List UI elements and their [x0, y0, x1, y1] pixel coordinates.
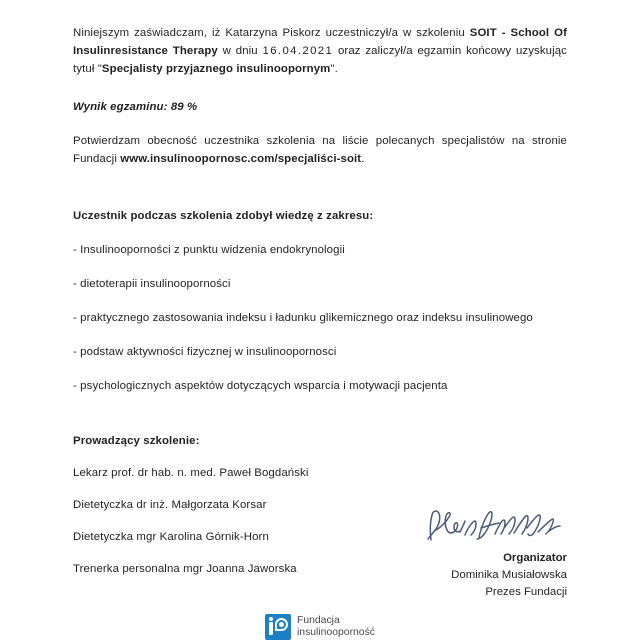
certificate-body — [73, 24, 567, 578]
organizer-position: Prezes Fundacji — [485, 586, 567, 598]
organizer-name: Dominika Musiałowska — [451, 569, 567, 581]
scope-heading: Uczestnik podczas szkolenia zdobył wiedzę z zakresu: — [73, 210, 374, 223]
list-item: Lekarz prof. dr hab. n. med. Paweł Bogdański — [73, 467, 309, 480]
logo-letter-i-dot — [269, 617, 273, 621]
trainers-heading: Prowadzący szkolenie: — [73, 435, 200, 448]
foundation-url: www.insulinoopornosc.com/specjaliści-soit — [120, 152, 362, 165]
list-item: Trenerka personalna mgr Joanna Jaworska — [73, 563, 297, 576]
intro-text-part1: Niniejszym zaświadczam, iż Katarzyna Piskorz uczestniczył/a w szkoleniu — [73, 27, 470, 39]
foundation-logo — [265, 614, 375, 640]
exam-result: Wynik egzaminu: 89 % — [73, 100, 198, 113]
list-item: - praktycznego zastosowania indeksu i ładunku glikemicznego oraz indeksu insulinowego — [73, 312, 533, 325]
confirmation-text-part2: . — [361, 152, 365, 165]
confirmation-text-part1: Potwierdzam obecność uczestnika szkolenia na liście polecanych specjalistów na stronie Fundacji — [73, 134, 567, 165]
list-item: - Insulinooporności z punktu widzenia endokrynologii — [73, 244, 345, 257]
list-item: Dietetyczka mgr Karolina Górnik-Horn — [73, 531, 269, 544]
training-date: 16.04.2021 — [262, 45, 334, 58]
logo-letter-i — [269, 622, 273, 635]
list-item: - dietoterapii insulinooporności — [73, 278, 231, 291]
intro-text-part3: oraz zaliczył/a egzamin końcowy uzyskując tytuł " — [73, 45, 567, 76]
list-item: - podstaw aktywności fizycznej w insulinoopornosci — [73, 346, 337, 359]
foundation-name-line2: insulinooporność — [297, 626, 375, 638]
confirmation-paragraph — [73, 116, 567, 168]
io-logo-icon — [265, 614, 291, 640]
intro-paragraph — [73, 24, 567, 79]
foundation-logo-text — [297, 614, 375, 638]
logo-letter-o-center — [279, 622, 284, 627]
intro-text-part2: w dniu — [217, 45, 263, 58]
scope-list — [73, 225, 567, 395]
awarded-title: Specjalisty przyjaznego insulinoopornym — [101, 63, 331, 76]
organizer-role: Organizator — [503, 552, 567, 564]
signature-block — [367, 506, 567, 600]
handwritten-signature-icon — [423, 506, 563, 546]
list-item: - psychologicznych aspektów dotyczących wsparcia i motywacji pacjenta — [73, 380, 448, 393]
intro-text-part4: ". — [330, 63, 338, 76]
foundation-name-line1: Fundacja — [297, 615, 340, 626]
list-item: Dietetyczka dr inż. Małgorzata Korsar — [73, 499, 267, 512]
school-name: SOIT - School Of Insulinresistance Therapy — [73, 27, 567, 58]
